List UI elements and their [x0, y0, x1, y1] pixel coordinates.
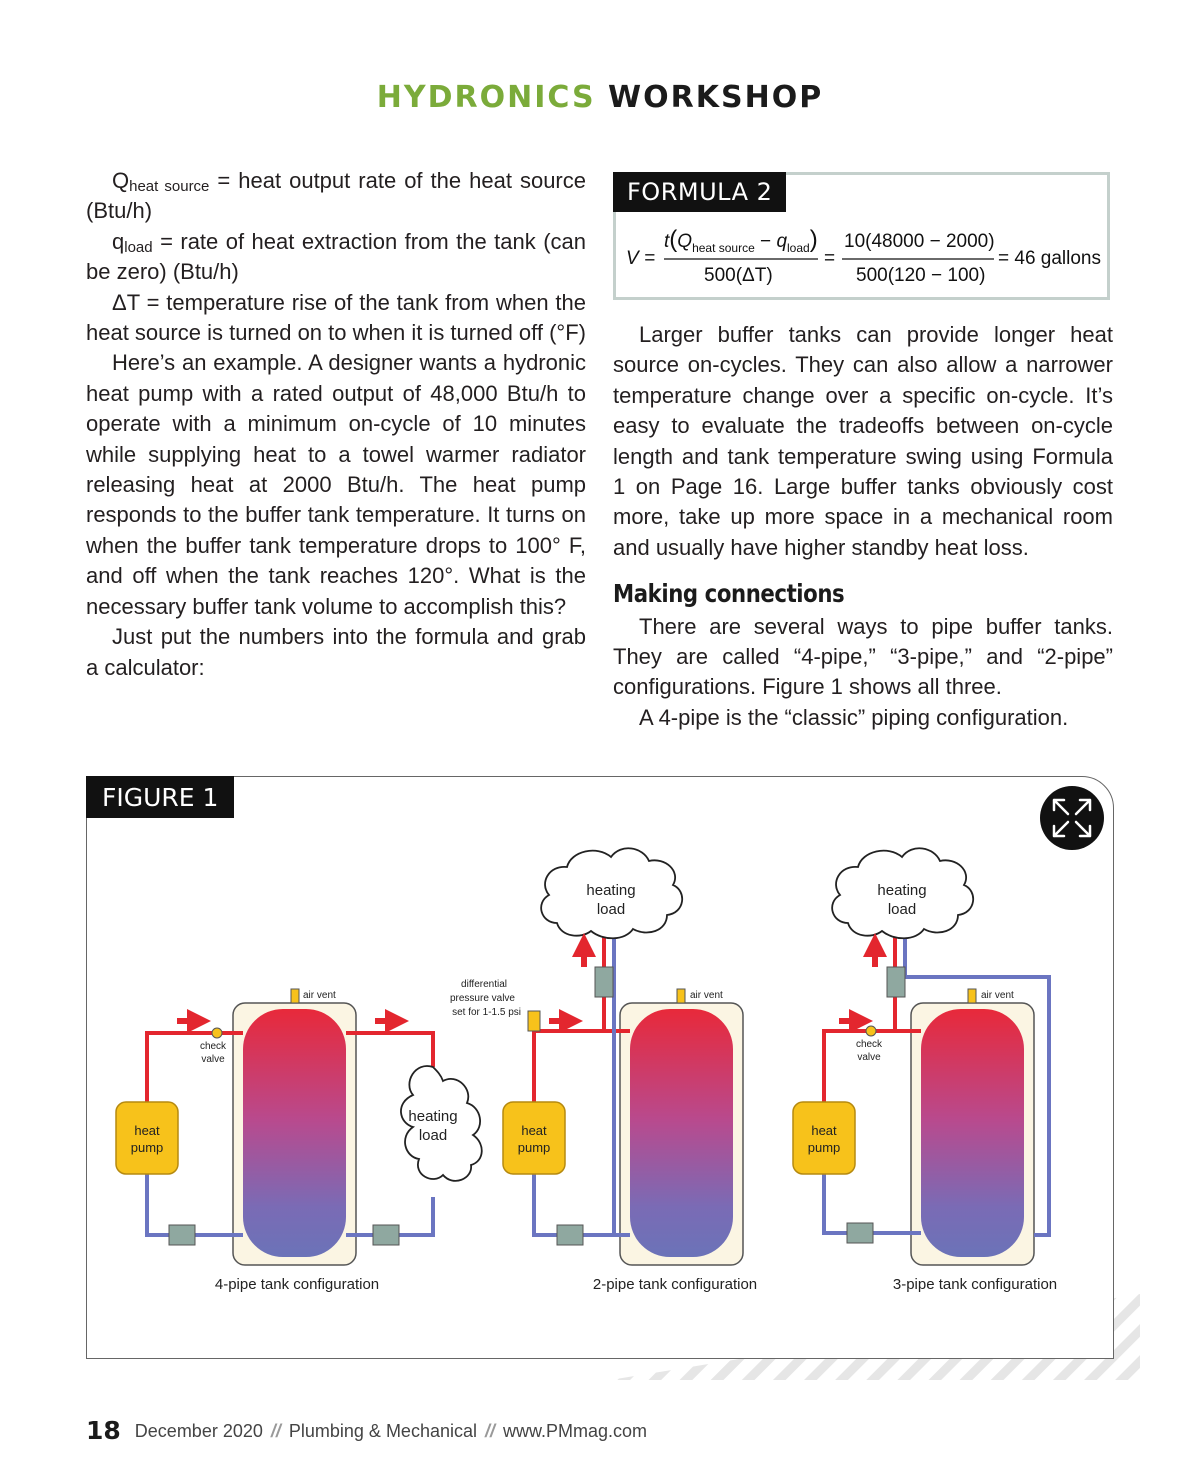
svg-text:air vent: air vent [303, 990, 336, 1001]
svg-text:heat: heat [811, 1123, 837, 1138]
three-pipe-configuration [793, 848, 1057, 1293]
svg-text:load: load [418, 1127, 448, 1144]
calculator-paragraph: Just put the numbers into the formula and grab a calculator: [86, 624, 586, 680]
figure-1-box [86, 776, 1114, 1359]
svg-text:check: check [855, 1039, 883, 1050]
svg-text:differential: differential [461, 979, 507, 990]
section-header [0, 80, 1200, 115]
page-footer: 18 December 2020 // Plumbing & Mechanical // www.PMmag.com [86, 1416, 648, 1445]
figure-tag: FIGURE 1 [86, 776, 234, 818]
four-pipe-configuration [116, 989, 482, 1293]
svg-text:=: = [824, 248, 836, 269]
svg-text:pressure valve: pressure valve [449, 993, 515, 1004]
svg-text:air vent: air vent [981, 990, 1014, 1001]
piping-diagram [87, 777, 1113, 1357]
svg-text:air vent: air vent [690, 990, 723, 1001]
svg-text:pump: pump [517, 1140, 551, 1155]
example-paragraph: Here’s an example. A designer wants a hydronic heat pump with a rated output of 48,000 Btu/h to operate with a minimum on-cycle of 10 minutes while supplying heat to a towel warmer radiator releasing heat at 2000 Btu/h. The heat pump responds to the buffer tank temperature. It turns on when the buffer tank temperature drops to 100° F, and off when the tank reaches 120°. What is the necessary buffer tank volume to accomplish this? [86, 350, 586, 619]
svg-text:500(120 − 100): 500(120 − 100) [856, 265, 986, 286]
svg-text:V =: V = [626, 248, 656, 269]
formula-tag: FORMULA 2 [613, 172, 786, 212]
four-pipe-paragraph: A 4-pipe is the “classic” piping configuration. [639, 704, 1069, 730]
publication-name: Plumbing & Mechanical [288, 1421, 477, 1441]
svg-text:500(ΔT): 500(ΔT) [704, 265, 773, 286]
definition-delta-t: ΔT = temperature rise of the tank from when the heat source is turned on to when it is turned off (°F) [86, 289, 586, 346]
buffer-tank-paragraph: Larger buffer tanks can provide longer heat source on-cycles. They can also allow a narrower temperature change over a specific on-cycle. It’s easy to evaluate the tradeoffs between on-cycle length and tank temperature swing using Formula 1 on Page 16. Large buffer tanks obviously cost more, take up more space in a mechanical room and usually have higher standby heat loss. [613, 322, 1113, 560]
svg-text:load: load [596, 901, 626, 918]
svg-text:valve: valve [857, 1052, 881, 1063]
heat-pump-4pipe [116, 1102, 178, 1174]
right-column [613, 320, 1113, 733]
heat-pump-2pipe [503, 1102, 565, 1174]
two-pipe-configuration [450, 848, 757, 1293]
connections-paragraph: There are several ways to pipe buffer tanks. They are called “4-pipe,” “3-pipe,” and “2-pipe” configurations. Figure 1 shows all three. [613, 613, 1113, 700]
heat-pump-3pipe [793, 1102, 855, 1174]
section-heading: Making connections [613, 579, 845, 609]
tank-3pipe [921, 1009, 1024, 1257]
publication-url[interactable]: www.PMmag.com [503, 1421, 648, 1441]
caption-3pipe: 3-pipe tank configuration [892, 1276, 1058, 1293]
definition-q-heat-source: $Q_{heat source}$ = heat output rate of the heat source (Btu/h) [86, 168, 586, 224]
caption-2pipe: 2-pipe tank configuration [592, 1276, 758, 1293]
svg-text:heating: heating [408, 1108, 458, 1125]
svg-text:pump: pump [807, 1140, 841, 1155]
tank-2pipe [630, 1009, 733, 1257]
svg-text:valve: valve [201, 1054, 225, 1065]
expand-icon[interactable] [1040, 786, 1104, 850]
left-column [86, 166, 586, 683]
svg-text:t(Qheat source − qload): $t(Q_{heat source} - q_{load})$ [664, 226, 818, 255]
tank-4pipe [243, 1009, 346, 1257]
svg-text:= 46 gallons: = 46 gallons [998, 248, 1101, 269]
svg-text:pump: pump [130, 1140, 164, 1155]
svg-text:10(48000 − 2000): 10(48000 − 2000) [844, 231, 995, 252]
issue-date: December 2020 [134, 1421, 263, 1441]
svg-text:set for 1-1.5 psi: set for 1-1.5 psi [452, 1007, 521, 1018]
svg-text:heating: heating [586, 882, 636, 899]
svg-text:heat: heat [521, 1123, 547, 1138]
svg-text:check: check [199, 1041, 227, 1052]
svg-text:heating: heating [877, 882, 927, 899]
header-hydronics: HYDRONICS [376, 80, 596, 115]
definition-q-load: $q_{load}$ = rate of heat extraction from the tank (can be zero) (Btu/h) [86, 228, 586, 285]
page-number: 18 [86, 1416, 121, 1445]
svg-text:heat: heat [134, 1123, 160, 1138]
header-workshop: WORKSHOP [608, 80, 824, 115]
caption-4pipe: 4-pipe tank configuration [214, 1276, 380, 1293]
svg-text:load: load [887, 901, 917, 918]
